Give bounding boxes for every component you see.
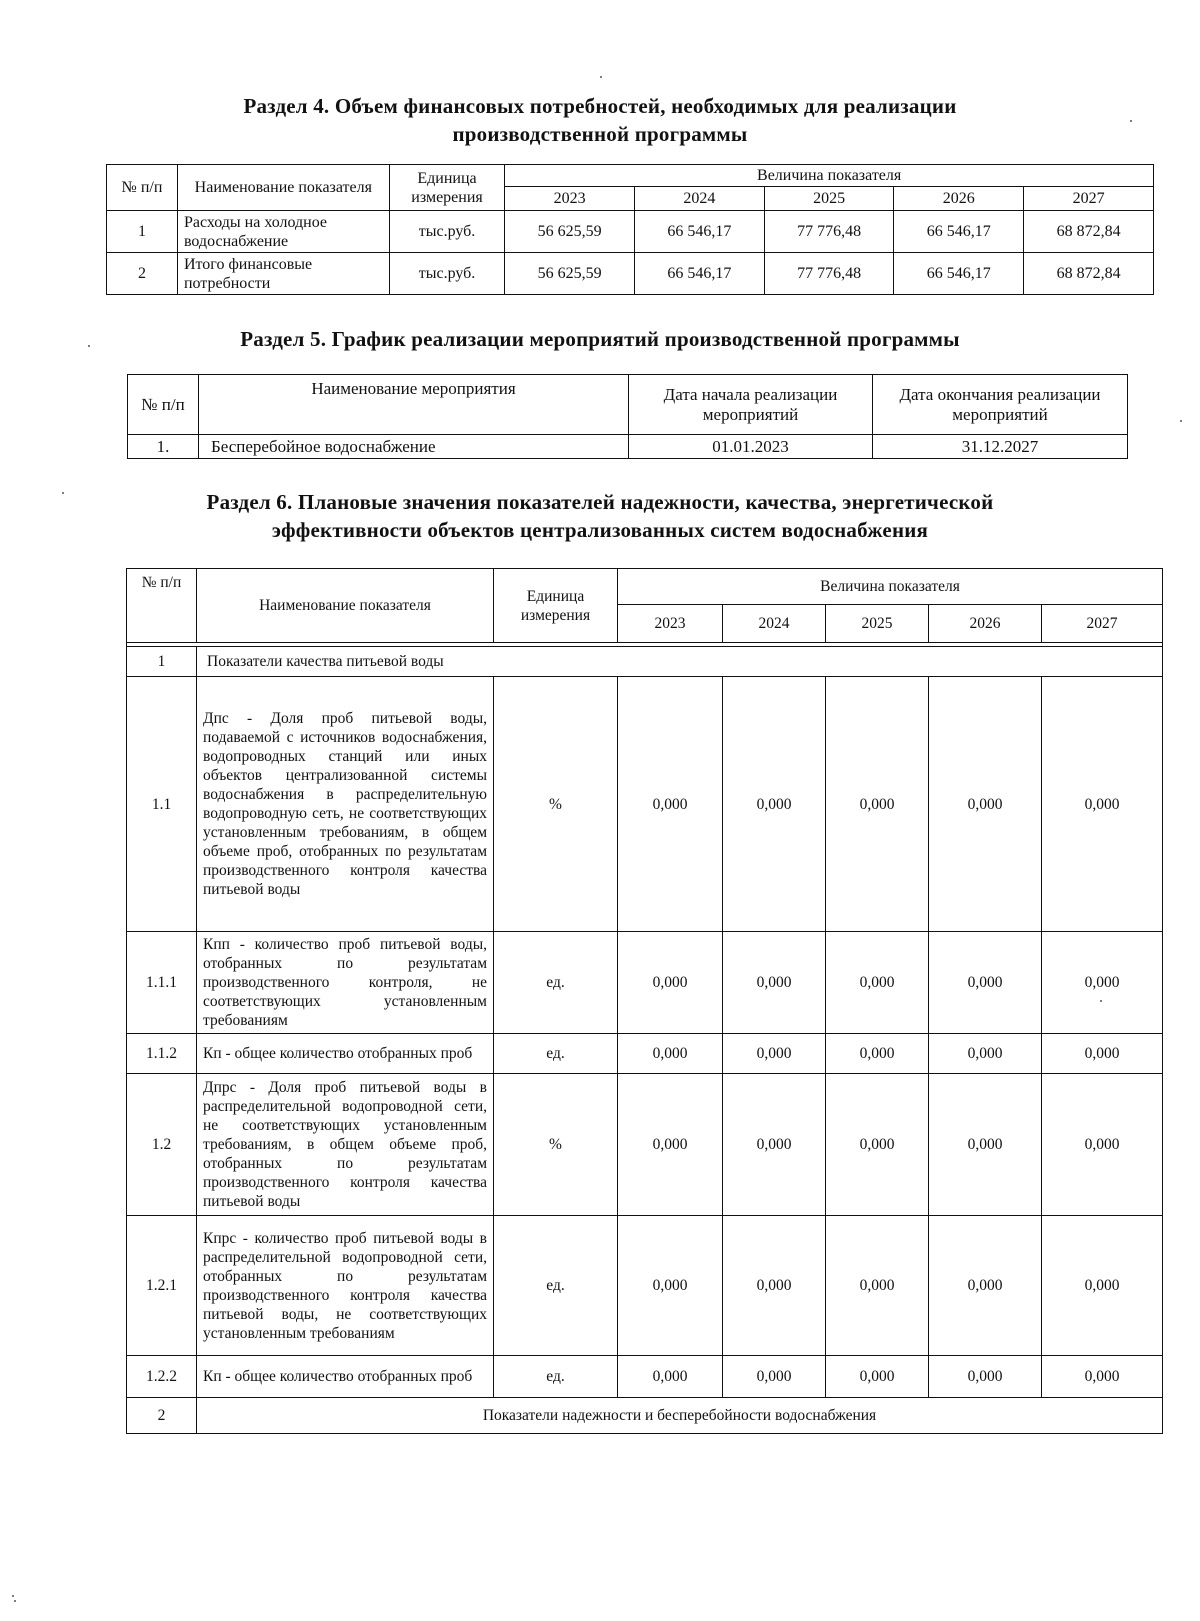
row-value: 0,000 (618, 1356, 723, 1398)
header-end-date: Дата окончания реализации мероприятий (873, 375, 1128, 435)
row-start-date: 01.01.2023 (629, 435, 873, 459)
group-num: 2 (127, 1398, 197, 1434)
header-num: № п/п (128, 375, 199, 435)
row-value: 0,000 (929, 1034, 1042, 1074)
section4-title-line2: производственной программы (452, 122, 748, 146)
section4-title (140, 92, 1060, 148)
header-year: 2027 (1024, 187, 1154, 211)
row-value: 0,000 (1042, 1034, 1163, 1074)
row-num: 1.1.1 (127, 932, 197, 1034)
row-unit: ед. (494, 1356, 618, 1398)
header-value: Величина показателя (618, 569, 1163, 605)
section4-title-line1: Раздел 4. Объем финансовых потребностей, необходимых для реализации (243, 94, 957, 118)
header-num: № п/п (107, 165, 178, 211)
row-value: 56 625,59 (505, 253, 635, 295)
row-name: Дпрс - Доля проб питьевой воды в распределительной водопроводной сети, не соответствующих установленным требованиям, в общем объеме проб, отобранных по результатам производственного контроля качества питьевой воды (197, 1074, 494, 1216)
row-value: 0,000 (1042, 1074, 1163, 1216)
row-unit: % (494, 677, 618, 932)
table-row (127, 677, 1163, 932)
group-row (127, 647, 1163, 677)
row-value: 77 776,48 (764, 253, 894, 295)
row-name: Бесперебойное водоснабжение (199, 435, 629, 459)
section5-title-text: Раздел 5. График реализации мероприятий производственной программы (240, 327, 960, 351)
row-name: Расходы на холодное водоснабжение (177, 211, 389, 253)
row-value: 0,000 (929, 677, 1042, 932)
row-name: Кпп - количество проб питьевой воды, отобранных по результатам производственного контроля, не соответствующих установленным требованиям (197, 932, 494, 1034)
row-value: 68 872,84 (1024, 211, 1154, 253)
scan-speck (1130, 120, 1132, 122)
header-year: 2024 (723, 605, 826, 643)
scan-speck (1100, 1000, 1102, 1002)
section6-title-line1: Раздел 6. Плановые значения показателей надежности, качества, энергетической (206, 490, 994, 514)
row-value: 0,000 (618, 1034, 723, 1074)
row-unit: ед. (494, 932, 618, 1034)
table-row (127, 1034, 1163, 1074)
section5-title (140, 325, 1060, 353)
row-value: 56 625,59 (505, 211, 635, 253)
indicators-table (126, 568, 1163, 1434)
row-unit: тыс.руб. (389, 253, 505, 295)
scan-speck (600, 76, 602, 78)
row-name: Кпрс - количество проб питьевой воды в распределительной водопроводной сети, отобранных по результатам производственного контроля качества питьевой воды, не соответствующих установленным требованиям (197, 1216, 494, 1356)
header-name: Наименование мероприятия (199, 375, 629, 435)
row-value: 0,000 (723, 1356, 826, 1398)
header-year: 2027 (1042, 605, 1163, 643)
row-value: 0,000 (826, 932, 929, 1034)
table-row (127, 1074, 1163, 1216)
row-value: 66 546,17 (635, 253, 765, 295)
row-value: 0,000 (826, 1034, 929, 1074)
scan-speck (12, 1595, 14, 1597)
table-row (127, 1216, 1163, 1356)
group-name: Показатели надежности и бесперебойности водоснабжения (197, 1398, 1163, 1434)
header-year: 2023 (505, 187, 635, 211)
scan-speck (1180, 420, 1182, 422)
header-start-date: Дата начала реализации мероприятий (629, 375, 873, 435)
table-row (107, 253, 1154, 295)
row-value: 0,000 (826, 1356, 929, 1398)
row-value: 68 872,84 (1024, 253, 1154, 295)
row-num: 1.1 (127, 677, 197, 932)
row-value: 0,000 (723, 932, 826, 1034)
header-year: 2023 (618, 605, 723, 643)
row-value: 0,000 (618, 677, 723, 932)
schedule-table (127, 374, 1128, 459)
row-name: Дпс - Доля проб питьевой воды, подаваемой с источников водоснабжения, водопроводных станций или иных объектов централизованной системы водоснабжения в распределительную водопроводную сеть, не соответствующих установленным требованиям, в общем объеме проб, отобранных по результатам производственного контроля качества питьевой воды (197, 677, 494, 932)
header-name: Наименование показателя (197, 569, 494, 643)
header-unit: Единица измерения (494, 569, 618, 643)
header-year: 2026 (894, 187, 1024, 211)
table-row (128, 435, 1128, 459)
header-value: Величина показателя (505, 165, 1154, 187)
table-row (127, 1356, 1163, 1398)
row-value: 0,000 (1042, 1216, 1163, 1356)
row-value: 0,000 (1042, 932, 1163, 1034)
row-value: 0,000 (1042, 677, 1163, 932)
row-value: 0,000 (618, 1074, 723, 1216)
scan-speck (62, 492, 64, 494)
row-value: 66 546,17 (894, 253, 1024, 295)
row-value: 0,000 (929, 932, 1042, 1034)
row-value: 0,000 (826, 677, 929, 932)
row-value: 0,000 (826, 1074, 929, 1216)
row-num: 2 (107, 253, 178, 295)
row-unit: ед. (494, 1216, 618, 1356)
financial-needs-table (106, 164, 1154, 295)
row-num: 1.2 (127, 1074, 197, 1216)
row-value: 0,000 (618, 932, 723, 1034)
row-name: Итого финансовые потребности (177, 253, 389, 295)
row-value: 0,000 (723, 1216, 826, 1356)
row-unit: ед. (494, 1034, 618, 1074)
section6-title (120, 488, 1080, 544)
header-year: 2026 (929, 605, 1042, 643)
table-row (127, 932, 1163, 1034)
row-value: 66 546,17 (894, 211, 1024, 253)
row-name: Кп - общее количество отобранных проб (197, 1034, 494, 1074)
row-end-date: 31.12.2027 (873, 435, 1128, 459)
row-value: 0,000 (929, 1074, 1042, 1216)
row-name: Кп - общее количество отобранных проб (197, 1356, 494, 1398)
table-row (107, 211, 1154, 253)
row-value: 0,000 (826, 1216, 929, 1356)
row-value: 0,000 (929, 1356, 1042, 1398)
row-value: 0,000 (618, 1216, 723, 1356)
header-year: 2025 (764, 187, 894, 211)
group-name: Показатели качества питьевой воды (197, 647, 1163, 677)
header-name: Наименование показателя (177, 165, 389, 211)
header-num: № п/п (127, 569, 197, 643)
row-num: 1 (107, 211, 178, 253)
row-unit: % (494, 1074, 618, 1216)
section6-title-line2: эффективности объектов централизованных систем водоснабжения (271, 518, 929, 542)
header-year: 2024 (635, 187, 765, 211)
row-value: 0,000 (723, 1034, 826, 1074)
row-value: 0,000 (1042, 1356, 1163, 1398)
row-unit: тыс.руб. (389, 211, 505, 253)
row-value: 0,000 (723, 1074, 826, 1216)
row-value: 77 776,48 (764, 211, 894, 253)
row-num: 1.2.1 (127, 1216, 197, 1356)
header-year: 2025 (826, 605, 929, 643)
row-num: 1.2.2 (127, 1356, 197, 1398)
scan-speck (88, 345, 90, 347)
group-num: 1 (127, 647, 197, 677)
header-unit: Единица измерения (389, 165, 505, 211)
row-value: 0,000 (723, 677, 826, 932)
row-num: 1.1.2 (127, 1034, 197, 1074)
scan-speck (14, 1600, 16, 1602)
row-value: 66 546,17 (635, 211, 765, 253)
group-row (127, 1398, 1163, 1434)
row-num: 1. (128, 435, 199, 459)
row-value: 0,000 (929, 1216, 1042, 1356)
